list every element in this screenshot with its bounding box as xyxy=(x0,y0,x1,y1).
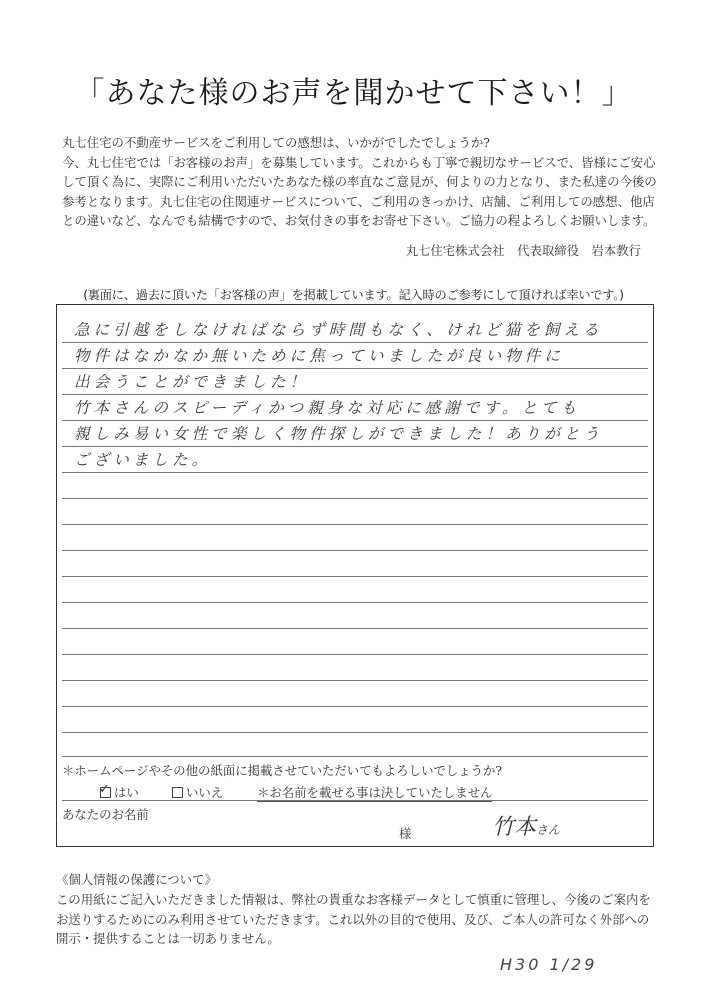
handwritten-comment-line: ございました。 xyxy=(74,451,212,469)
intro-line: 今、丸七住宅では「お客様のお声」を募集しています。これからも丁寧で親切なサービスで、皆様にご安心 xyxy=(62,154,656,170)
handwritten-comment-line: 出会うことができました！ xyxy=(74,373,310,391)
ruled-line xyxy=(62,680,648,681)
ruled-line xyxy=(62,654,648,655)
consent-no-option[interactable] xyxy=(172,783,223,801)
ruled-line xyxy=(62,498,648,499)
intro-line: との違いなど、なんでも結構ですので、お気付きの事をお寄せ下さい。ご協力の程よろしくお願いします。 xyxy=(62,213,656,229)
no-checkbox[interactable] xyxy=(172,787,183,798)
ruled-line xyxy=(62,756,648,757)
intro-text xyxy=(62,133,657,231)
page-title: 「あなた様のお声を聞かせて下さい！」 xyxy=(74,76,633,111)
check-mark-icon: ✓ xyxy=(99,782,110,797)
handwritten-comment-line: 急に引越をしなければならず時間もなく、けれど猫を飼える xyxy=(74,321,603,339)
handwritten-date: H30 1/29 xyxy=(500,955,598,974)
ruled-line xyxy=(62,732,648,733)
ruled-line xyxy=(62,420,648,421)
name-suffix: さん xyxy=(536,823,561,837)
ruled-line xyxy=(62,602,648,603)
ruled-line xyxy=(62,524,648,525)
no-label: いいえ xyxy=(186,785,224,800)
intro-line: 丸七住宅の不動産サービスをご利用しての感想は、いかがでしたでしょうか? xyxy=(62,135,490,150)
handwritten-name xyxy=(492,810,560,841)
ruled-line xyxy=(62,550,648,551)
ruled-line xyxy=(62,706,648,707)
privacy-heading: 《個人情報の保護について》 xyxy=(56,872,217,887)
handwritten-comment-line: 竹本さんのスピーディかつ親身な対応に感謝です。とても xyxy=(74,399,581,417)
company-signature: 丸七住宅株式会社 代表取締役 岩本教行 xyxy=(405,243,641,258)
privacy-notice xyxy=(56,870,656,949)
privacy-line: 開示・提供することは一切ありません。 xyxy=(56,931,280,947)
handwritten-comment-line: 親しみ易い女性で楽しく物件探しができました！ありがとう xyxy=(74,425,604,443)
ruled-line xyxy=(62,368,648,369)
handwritten-comment-line: 物件はなかなか無いために焦っていましたが良い物件に xyxy=(74,347,564,365)
yes-checkbox[interactable] xyxy=(99,782,111,798)
consent-question: ＊ホームページやその他の紙面に掲載させていただいてもよろしいでしょうか? xyxy=(62,763,503,778)
ruled-line xyxy=(62,394,648,395)
intro-line: して頂く為に、実際にご利用いただいたあなた様の率直なご意見が、何よりの力となり、また私達の今後の xyxy=(62,174,657,190)
privacy-line: この用紙にご記入いただきました情報は、弊社の貴重なお客様データとして慎重に管理し、今後のご案内を xyxy=(56,891,651,907)
consent-yes-option[interactable] xyxy=(100,783,139,801)
yes-label: はい xyxy=(114,785,139,800)
name-privacy-note: ＊お名前を載せる事は決していたしません xyxy=(257,785,493,800)
ruled-line xyxy=(62,628,648,629)
intro-line: 参考となります。丸七住宅の住関連サービスについて、ご利用のきっかけ、店舗、ご利用しての感想、他店 xyxy=(62,193,655,209)
ruled-line xyxy=(62,342,648,343)
ruled-line xyxy=(62,576,648,577)
ruled-line xyxy=(62,446,648,447)
name-value: 竹本 xyxy=(492,815,537,840)
name-field-label: あなたのお名前 xyxy=(62,807,149,822)
reference-note: (裏面に、過去に頂いた「お客様の声」を掲載しています。記入時のご参考にして頂ければ幸いです。) xyxy=(83,288,624,302)
privacy-line: お送りするためにのみ利用させていただきます。これ以外の目的で使用、及び、ご本人の許可なく外部への xyxy=(56,911,650,927)
ruled-line xyxy=(62,472,648,473)
honorific-label: 様 xyxy=(399,826,412,841)
